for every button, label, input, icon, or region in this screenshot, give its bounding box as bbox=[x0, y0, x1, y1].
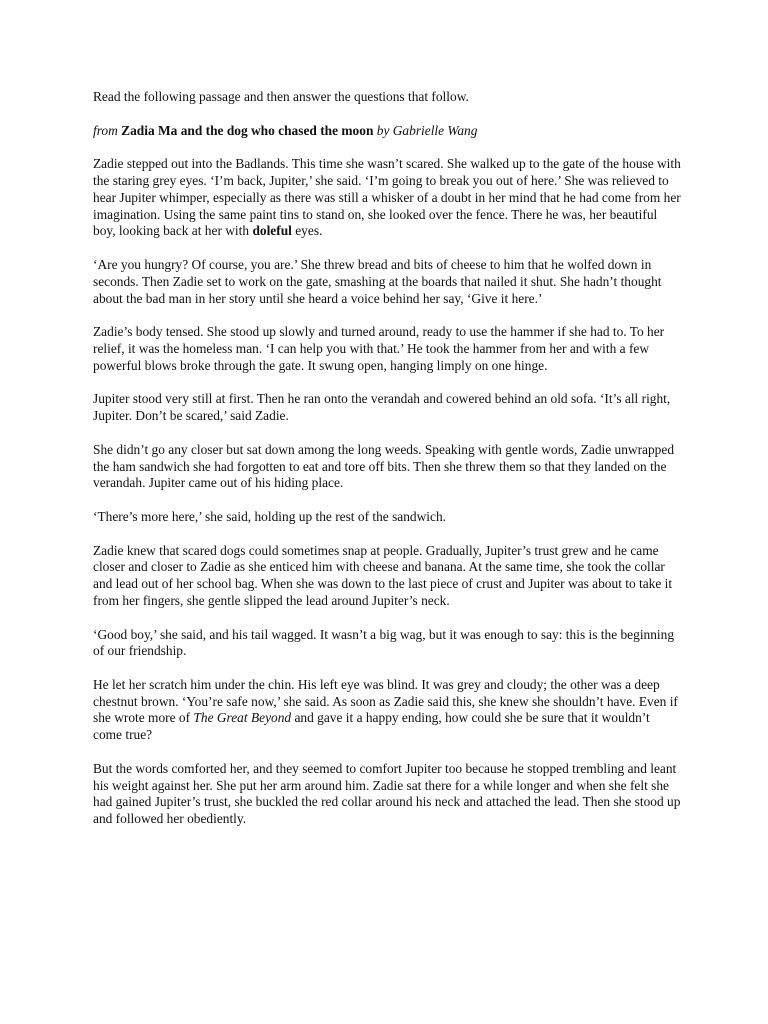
source-title: Zadia Ma and the dog who chased the moon bbox=[121, 122, 374, 138]
paragraph-1 bbox=[93, 156, 681, 240]
paragraph-6: ‘There’s more here,’ she said, holding up the rest of the sandwich. bbox=[93, 508, 447, 524]
paragraph-2: ‘Are you hungry? Of course, you are.’ She threw bread and bits of cheese to him that he wolfed down in seconds. Then Zadie set to work on the gate, smashing at the boards that nailed it shut. She hadn’t thought about the bad man in her story until she heard a voice behind her say, ‘Give it here.’ bbox=[93, 256, 662, 306]
paragraph-5: She didn’t go any closer but sat down among the long weeds. Speaking with gentle words, Zadie unwrapped the ham sandwich she had forgotten to eat and tore off bits. Then she threw them so that they landed on the verandah. Jupiter came out of his hiding place. bbox=[93, 441, 675, 491]
source-from: from bbox=[93, 122, 118, 138]
paragraph-9-end: and gave it a happy ending, how could she be sure that it wouldn’t come true? bbox=[93, 710, 650, 743]
document-body bbox=[93, 89, 681, 845]
paragraph-9 bbox=[93, 677, 681, 744]
source-line bbox=[93, 123, 681, 140]
paragraph-7: Zadie knew that scared dogs could sometimes snap at people. Gradually, Jupiter’s trust grew and he came closer and closer to Zadie as she enticed him with cheese and banana. At the same time, she took the collar and lead out of her school bag. When she was down to the last piece of crust and Jupiter was about to take it from her fingers, she gentle slipped the lead around Jupiter’s neck. bbox=[93, 542, 673, 608]
paragraph-4: Jupiter stood very still at first. Then he ran onto the verandah and cowered behind an old sofa. ‘It’s all right, Jupiter. Don’t be scared,’ said Zadie. bbox=[93, 391, 671, 424]
paragraph-1-text: Zadie stepped out into the Badlands. This time she wasn’t scared. She walked up to the gate of the house with the staring grey eyes. ‘I’m back, Jupiter,’ she said. ‘I’m going to break you out of here.’ She was relieved to hear Jupiter whimper, especially as there was still a whisker of a doubt in her mind that he had come from her imagination. Using the same paint tins to stand on, she looked over the fence. There he was, her beautiful boy, looking back at her with bbox=[93, 156, 681, 239]
paragraph-3: Zadie’s body tensed. She stood up slowly and turned around, ready to use the hammer if she had to. To her relief, it was the homeless man. ‘I can help you with that.’ He took the hammer from her and with a few powerful blows broke through the gate. It swung open, hanging limply on one hinge. bbox=[93, 324, 665, 373]
paragraph-8: ‘Good boy,’ she said, and his tail wagged. It wasn’t a big wag, but it was enough to say: this is the beginning of our friendship. bbox=[93, 626, 675, 659]
italic-book-title: The Great Beyond bbox=[193, 710, 292, 726]
paragraph-1-end: eyes. bbox=[295, 223, 323, 239]
paragraph-10: But the words comforted her, and they seemed to comfort Jupiter too because he stopped trembling and leant his weight against her. She put her arm around him. Zadie sat there for a while longer and when she felt she had gained Jupiter’s trust, she buckled the red collar around his neck and attached the lead. Then she stood up and followed her obediently. bbox=[93, 760, 681, 827]
source-author: by Gabrielle Wang bbox=[376, 122, 478, 138]
bold-word-doleful: doleful bbox=[252, 223, 292, 239]
paragraph-9-text: He let her scratch him under the chin. His left eye was blind. It was grey and cloudy; the other was a deep chestnut brown. ‘You’re safe now,’ she said. As soon as Zadie said this, she knew she shouldn’t have. Even if she wrote more of bbox=[93, 676, 678, 726]
instruction-text: Read the following passage and then answer the questions that follow. bbox=[93, 89, 469, 104]
